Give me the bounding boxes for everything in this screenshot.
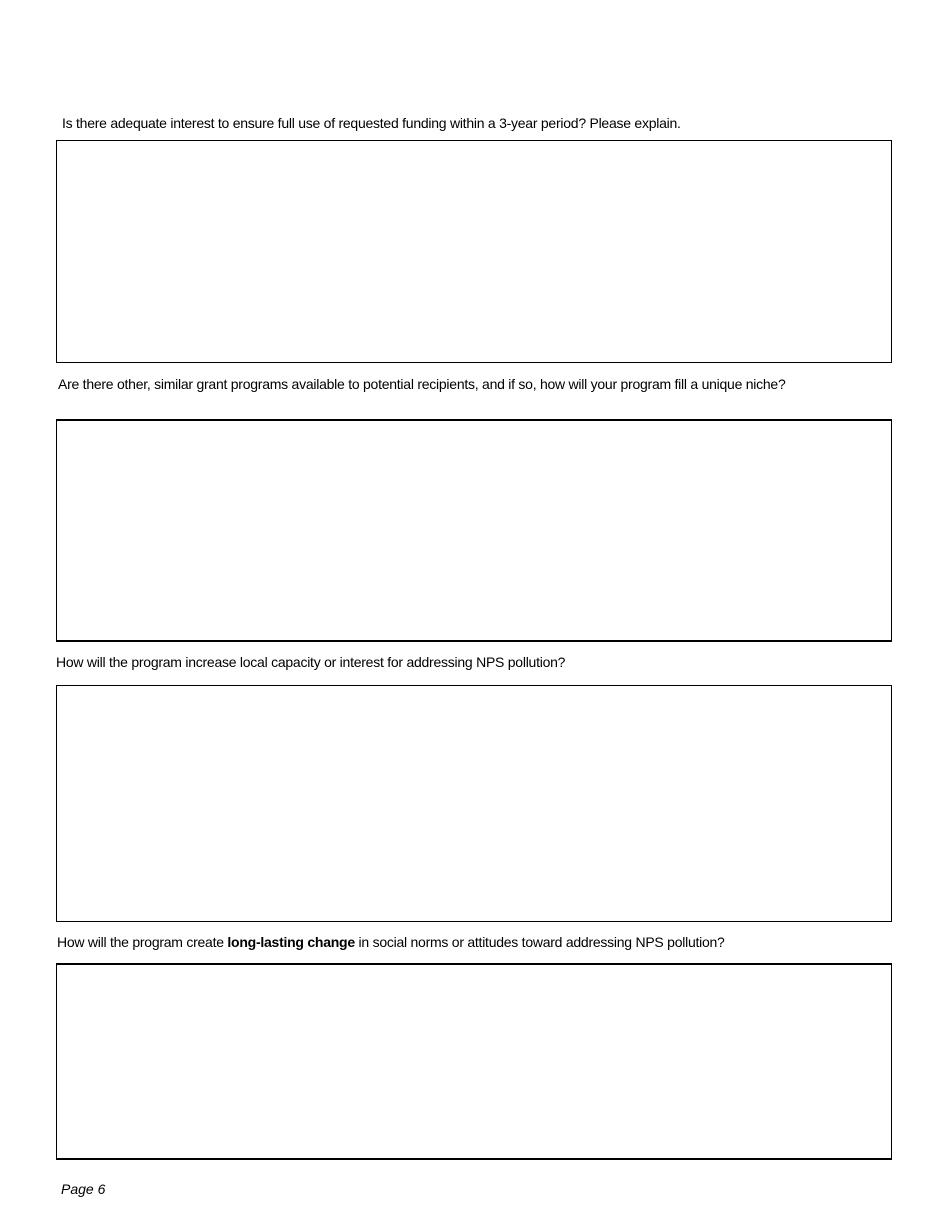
answer-3-field[interactable] <box>56 685 892 922</box>
question-4-emphasis: long-lasting change <box>227 934 355 950</box>
answer-1-field[interactable] <box>56 140 892 363</box>
question-4-text-before: How will the program create <box>57 934 228 950</box>
question-1-label: Is there adequate interest to ensure full use of requested funding within a 3-year period? Please explain. <box>62 115 681 131</box>
page-number: Page 6 <box>61 1181 106 1197</box>
question-4-text-after: in social norms or attitudes toward addressing NPS pollution? <box>354 934 725 950</box>
question-2-label: Are there other, similar grant programs available to potential recipients, and if so, how will your program fill a unique niche? <box>58 376 786 392</box>
answer-2-field[interactable] <box>56 419 892 642</box>
answer-4-field[interactable] <box>56 963 892 1160</box>
question-4-label <box>57 933 887 952</box>
question-3-label: How will the program increase local capacity or interest for addressing NPS pollution? <box>56 654 566 670</box>
